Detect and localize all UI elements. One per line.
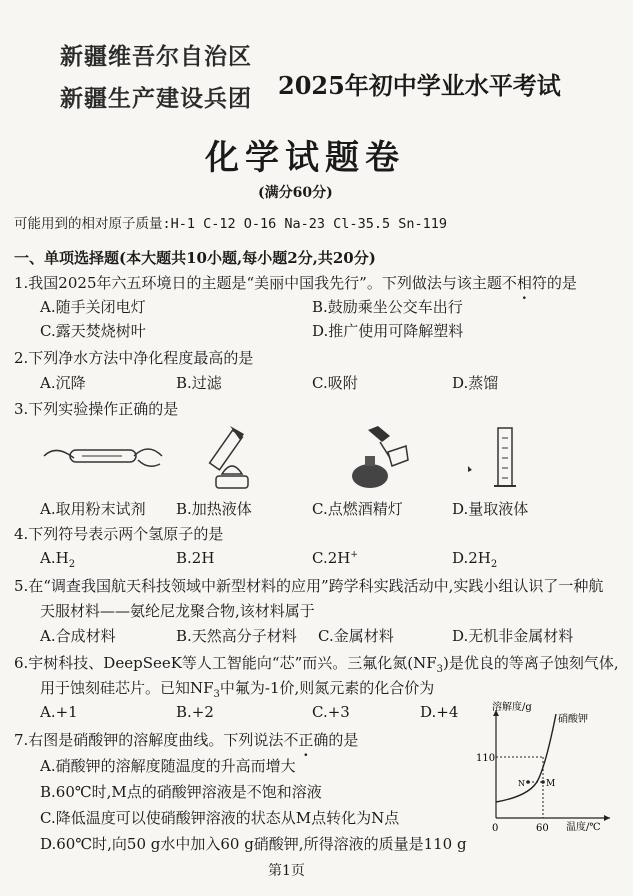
full-score: (满分60分) (258, 185, 333, 201)
q7-option-a: A.硝酸钾的溶解度随温度的升高而增大 (40, 757, 296, 775)
q2-option-d: D.蒸馏 (452, 374, 499, 392)
q7-stem-emphasis: 不正确 (283, 731, 329, 749)
q4-option-a-text: A.H (40, 549, 69, 567)
point-n-marker (526, 780, 530, 784)
q1-option-b: B.鼓励乘坐公交车出行 (312, 298, 463, 316)
lighting-lamp-image (340, 424, 410, 492)
q4-option-c-sup: + (350, 550, 358, 560)
q2-option-b: B.过滤 (176, 374, 222, 392)
q3-option-d: D.量取液体 (452, 500, 529, 518)
graph-point-m: M (546, 779, 556, 789)
q1-stem (14, 272, 577, 293)
q6-option-a: A.+1 (40, 703, 78, 721)
q5-option-a: A.合成材料 (40, 627, 116, 645)
q4-option-a (40, 549, 75, 570)
section-heading: 一、单项选择题(本大题共10小题,每小题2分,共20分) (14, 249, 376, 267)
q1-stem-a: 1.我国2025年六五环境日的主题是“美丽中国我先行”。下列做法与该主题 (14, 274, 502, 292)
q1-stem-b: 的是 (546, 274, 577, 292)
page-number: 第1页 (268, 863, 305, 879)
q7-option-b: B.60℃时,M点的硝酸钾溶液是不饱和溶液 (40, 783, 322, 801)
q2-option-a: A.沉降 (40, 374, 86, 392)
exam-title: 2025年初中学业水平考试 (278, 71, 561, 100)
q7-option-d: D.60℃时,向50 g水中加入60 g硝酸钾,所得溶液的质量是110 g (40, 835, 467, 853)
q4-stem: 4.下列符号表示两个氢原子的是 (14, 525, 224, 543)
powder-test-tube-image (38, 428, 168, 488)
q6-line1-b: )是优良的等离子蚀刻气体, (443, 654, 619, 672)
graph-point-n: N (518, 779, 525, 788)
q6-option-c: C.+3 (312, 703, 350, 721)
q4-option-c-text: C.2H (312, 549, 351, 567)
q2-stem: 2.下列净水方法中净化程度最高的是 (14, 349, 254, 367)
q4-option-d-sub: 2 (490, 559, 498, 570)
q4-option-c (312, 549, 358, 567)
q6-line1-a: 6.宇树科技、DeepSeeK等人工智能向“芯”而兴。三氟化氮(NF (14, 654, 437, 672)
q7-stem-a: 7.右图是硝酸钾的溶解度曲线。下列说法 (14, 731, 284, 749)
atomic-mass-line: 可能用到的相对原子质量:H-1 C-12 O-16 Na-23 Cl-35.5 Sn-119 (14, 216, 447, 232)
q6-stem-line-2 (40, 677, 434, 700)
q5-stem-line-1: 5.在“调查我国航天科技领域中新型材料的应用”跨学科实践活动中,实践小组认识了一种航 (14, 577, 604, 595)
q4-option-d (452, 549, 497, 570)
q5-option-d: D.无机非金属材料 (452, 627, 574, 645)
q5-option-c: C.金属材料 (318, 627, 394, 645)
graph-x-tick: 60 (536, 823, 549, 834)
q5-stem-line-2: 天服材料——氨纶尼龙聚合物,该材料属于 (40, 602, 315, 620)
graph-curve-label: 硝酸钾 (558, 714, 588, 725)
subject-title: 化学试题卷 (205, 138, 405, 178)
q6-option-b: B.+2 (176, 703, 214, 721)
q7-stem-b: 的是 (328, 731, 359, 749)
region-line-1: 新疆维吾尔自治区 (60, 43, 252, 70)
graph-y-tick: 110 (476, 753, 496, 764)
q4-option-a-sub: 2 (68, 559, 76, 570)
q6-line2-b: 中氟为-1价,则氮元素的化合价为 (219, 679, 435, 697)
q6-stem-line-1 (14, 652, 619, 675)
solubility-graph (470, 700, 620, 840)
q3-stem: 3.下列实验操作正确的是 (14, 400, 179, 418)
q3-option-b: B.加热液体 (176, 500, 252, 518)
q1-option-c: C.露天焚烧树叶 (40, 322, 146, 340)
q3-option-a: A.取用粉末试剂 (40, 500, 146, 518)
q2-option-c: C.吸附 (312, 374, 358, 392)
q6-option-d: D.+4 (420, 703, 459, 721)
graph-x-arrow (604, 815, 610, 821)
graph-origin: 0 (492, 823, 499, 834)
graph-y-label: 溶解度/g (492, 702, 532, 713)
q1-option-a: A.随手关闭电灯 (40, 298, 146, 316)
q6-line2-sub: 3 (213, 689, 220, 700)
q4-option-d-text: D.2H (452, 549, 491, 567)
graduated-cylinder-image (462, 420, 532, 494)
region-line-2: 新疆生产建设兵团 (60, 85, 252, 112)
q4-option-b: B.2H (176, 549, 215, 567)
q5-option-b: B.天然高分子材料 (176, 627, 297, 645)
q1-option-d: D.推广使用可降解塑料 (312, 322, 464, 340)
graph-x-label: 温度/℃ (566, 822, 601, 833)
q6-line1-sub: 3 (436, 664, 444, 675)
heating-liquid-image (200, 422, 270, 492)
q3-option-c: C.点燃酒精灯 (312, 500, 403, 518)
q7-option-c: C.降低温度可以使硝酸钾溶液的状态从M点转化为N点 (40, 809, 400, 827)
point-m-marker (541, 780, 545, 784)
q1-stem-emphasis: 不相符 (501, 274, 547, 292)
q7-stem (14, 729, 358, 750)
q6-line2-a: 用于蚀刻硅芯片。已知NF (40, 679, 214, 697)
